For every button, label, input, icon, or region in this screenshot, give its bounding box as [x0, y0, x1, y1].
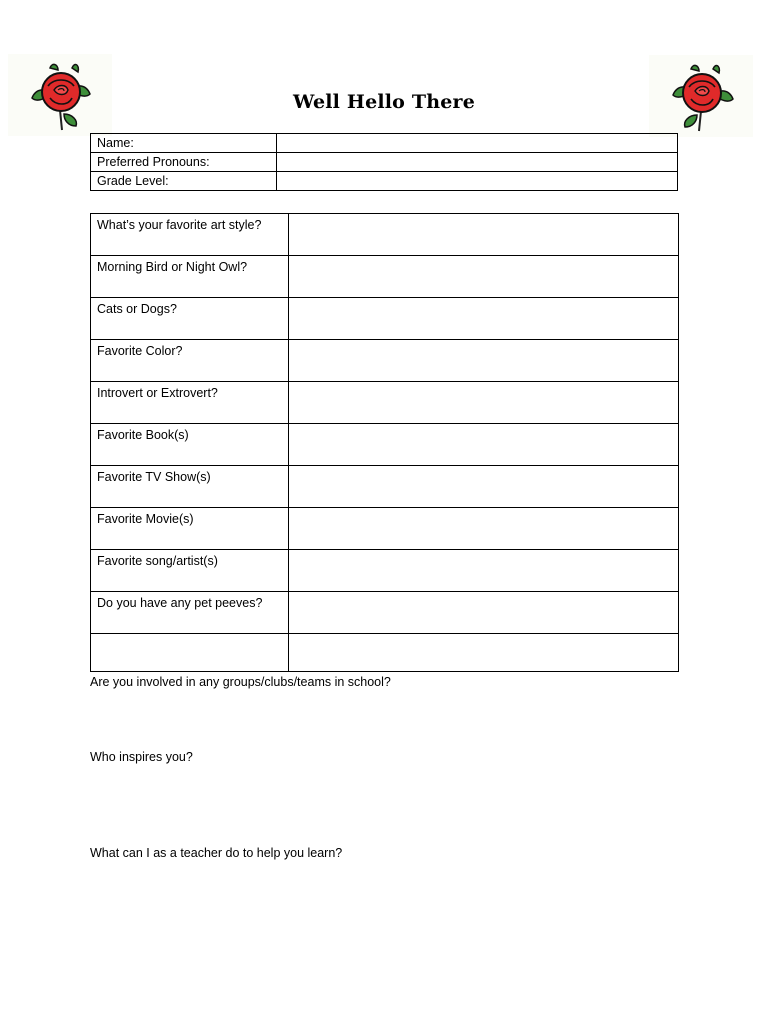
favorites-table [90, 213, 679, 672]
answer-field[interactable] [289, 256, 679, 298]
table-row [91, 256, 679, 298]
table-row [91, 340, 679, 382]
answer-field[interactable] [289, 550, 679, 592]
inspires-question: Who inspires you? [90, 750, 193, 764]
table-row [91, 382, 679, 424]
answer-field[interactable] [289, 508, 679, 550]
table-row [91, 298, 679, 340]
table-row [91, 153, 678, 172]
question-label: Do you have any pet peeves? [91, 592, 289, 634]
grade-level-field[interactable] [277, 172, 678, 191]
question-label: Favorite Book(s) [91, 424, 289, 466]
table-row [91, 134, 678, 153]
page-title: Well Hello There [292, 91, 476, 113]
answer-field[interactable] [289, 214, 679, 256]
table-row [91, 592, 679, 634]
table-row [91, 634, 679, 672]
question-label: Cats or Dogs? [91, 298, 289, 340]
question-label: Favorite TV Show(s) [91, 466, 289, 508]
question-label: Morning Bird or Night Owl? [91, 256, 289, 298]
answer-field[interactable] [289, 424, 679, 466]
question-label: Favorite Movie(s) [91, 508, 289, 550]
grade-level-label: Grade Level: [91, 172, 277, 191]
pronouns-field[interactable] [277, 153, 678, 172]
table-row [91, 214, 679, 256]
groups-question: Are you involved in any groups/clubs/teams in school? [90, 675, 391, 689]
student-info-table [90, 133, 678, 191]
name-field[interactable] [277, 134, 678, 153]
answer-field[interactable] [289, 634, 679, 672]
name-label: Name: [91, 134, 277, 153]
question-label: What’s your favorite art style? [91, 214, 289, 256]
question-label: Favorite song/artist(s) [91, 550, 289, 592]
pronouns-label: Preferred Pronouns: [91, 153, 277, 172]
table-row [91, 172, 678, 191]
question-label: Favorite Color? [91, 340, 289, 382]
table-row [91, 424, 679, 466]
answer-field[interactable] [289, 340, 679, 382]
table-row [91, 508, 679, 550]
answer-field[interactable] [289, 466, 679, 508]
answer-field[interactable] [289, 298, 679, 340]
answer-field[interactable] [289, 592, 679, 634]
question-label[interactable] [91, 634, 289, 672]
table-row [91, 550, 679, 592]
table-row [91, 466, 679, 508]
answer-field[interactable] [289, 382, 679, 424]
question-label: Introvert or Extrovert? [91, 382, 289, 424]
teacher-help-question: What can I as a teacher do to help you learn? [90, 846, 343, 860]
